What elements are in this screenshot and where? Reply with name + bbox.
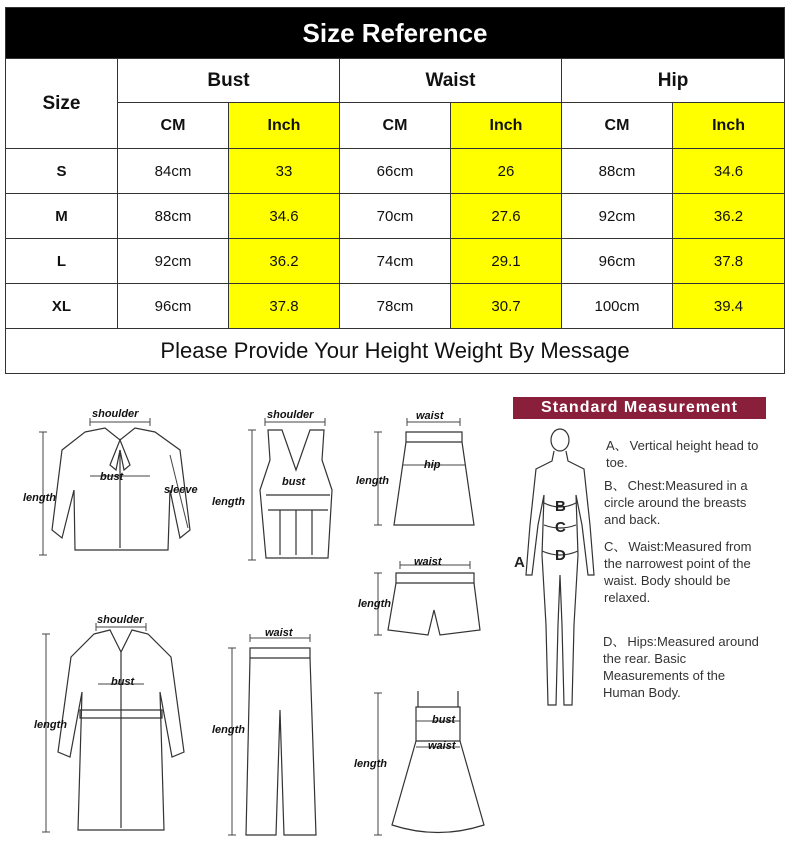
hip-header: Hip: [562, 59, 785, 103]
pants-drawing: [222, 630, 342, 845]
body-letter-b: B: [555, 498, 566, 515]
dress-length-label: length: [354, 758, 387, 770]
item-text: Chest:Measured in a circle around the breasts and back.: [604, 478, 748, 527]
item-key: C、: [604, 539, 627, 554]
waist-inch-header: Inch: [451, 103, 562, 149]
skirt-hip-label: hip: [424, 459, 441, 471]
waist-header: Waist: [340, 59, 562, 103]
waist-cm-cell: 78cm: [340, 284, 451, 329]
size-header: Size: [6, 59, 118, 149]
bust-cm-header: CM: [118, 103, 229, 149]
hip-cm-cell: 100cm: [562, 284, 673, 329]
standard-item-a: [606, 437, 766, 471]
bust-inch-cell: 36.2: [229, 239, 340, 284]
pants-waist-label: waist: [265, 627, 293, 639]
dress-drawing: [370, 685, 500, 845]
blouse-length-label: length: [23, 492, 56, 504]
hip-inch-cell: 37.8: [673, 239, 785, 284]
dress-waist-label: waist: [428, 740, 456, 752]
tank-drawing: [240, 410, 350, 570]
bust-inch-header: Inch: [229, 103, 340, 149]
hip-cm-cell: 88cm: [562, 149, 673, 194]
pants-length-label: length: [212, 724, 245, 736]
hip-inch-cell: 36.2: [673, 194, 785, 239]
hip-inch-cell: 34.6: [673, 149, 785, 194]
waist-cm-header: CM: [340, 103, 451, 149]
waist-inch-cell: 29.1: [451, 239, 562, 284]
standard-item-c: [604, 538, 764, 606]
bust-header: Bust: [118, 59, 340, 103]
blouse-bust-label: bust: [100, 471, 124, 483]
blouse-sleeve-label: sleeve: [164, 484, 198, 496]
dress-bust-label: bust: [432, 714, 456, 726]
bust-cm-cell: 84cm: [118, 149, 229, 194]
shorts-waist-label: waist: [414, 556, 442, 568]
blouse-shoulder-label: shoulder: [92, 408, 139, 420]
body-figure-drawing: [520, 425, 600, 715]
coat-shoulder-label: shoulder: [97, 614, 144, 626]
table-row: [6, 239, 785, 284]
bust-inch-cell: 33: [229, 149, 340, 194]
size-cell: XL: [6, 284, 118, 329]
table-title: Size Reference: [6, 8, 785, 59]
bust-cm-cell: 88cm: [118, 194, 229, 239]
size-cell: L: [6, 239, 118, 284]
size-reference-table: [5, 7, 785, 374]
waist-cm-cell: 66cm: [340, 149, 451, 194]
height-weight-note: Please Provide Your Height Weight By Message: [6, 329, 785, 374]
body-letter-d: D: [555, 547, 566, 564]
item-text: Vertical height head to toe.: [606, 438, 759, 470]
table-row: [6, 284, 785, 329]
table-row: [6, 149, 785, 194]
waist-cm-cell: 70cm: [340, 194, 451, 239]
item-key: A、: [606, 438, 628, 453]
waist-cm-cell: 74cm: [340, 239, 451, 284]
item-text: Hips:Measured around the rear. Basic Measurements of the Human Body.: [603, 634, 759, 700]
item-key: D、: [603, 634, 626, 649]
bust-inch-cell: 37.8: [229, 284, 340, 329]
bust-inch-cell: 34.6: [229, 194, 340, 239]
waist-inch-cell: 27.6: [451, 194, 562, 239]
hip-inch-header: Inch: [673, 103, 785, 149]
waist-inch-cell: 26: [451, 149, 562, 194]
item-key: B、: [604, 478, 626, 493]
tank-bust-label: bust: [282, 476, 306, 488]
skirt-waist-label: waist: [416, 410, 444, 422]
tank-length-label: length: [212, 496, 245, 508]
body-letter-c: C: [555, 519, 566, 536]
standard-item-d: [603, 633, 768, 701]
bust-cm-cell: 96cm: [118, 284, 229, 329]
waist-inch-cell: 30.7: [451, 284, 562, 329]
table-row: [6, 194, 785, 239]
size-cell: S: [6, 149, 118, 194]
hip-cm-header: CM: [562, 103, 673, 149]
skirt-length-label: length: [356, 475, 389, 487]
size-cell: M: [6, 194, 118, 239]
bust-cm-cell: 92cm: [118, 239, 229, 284]
tank-shoulder-label: shoulder: [267, 409, 314, 421]
standard-item-b: [604, 477, 759, 528]
item-text: Waist:Measured from the narrowest point of the waist. Body should be relaxed.: [604, 539, 752, 605]
shorts-length-label: length: [358, 598, 391, 610]
hip-cm-cell: 96cm: [562, 239, 673, 284]
standard-measurement-title: Standard Measurement: [513, 397, 766, 419]
body-letter-a: A: [514, 554, 525, 571]
coat-bust-label: bust: [111, 676, 135, 688]
hip-cm-cell: 92cm: [562, 194, 673, 239]
coat-length-label: length: [34, 719, 67, 731]
hip-inch-cell: 39.4: [673, 284, 785, 329]
